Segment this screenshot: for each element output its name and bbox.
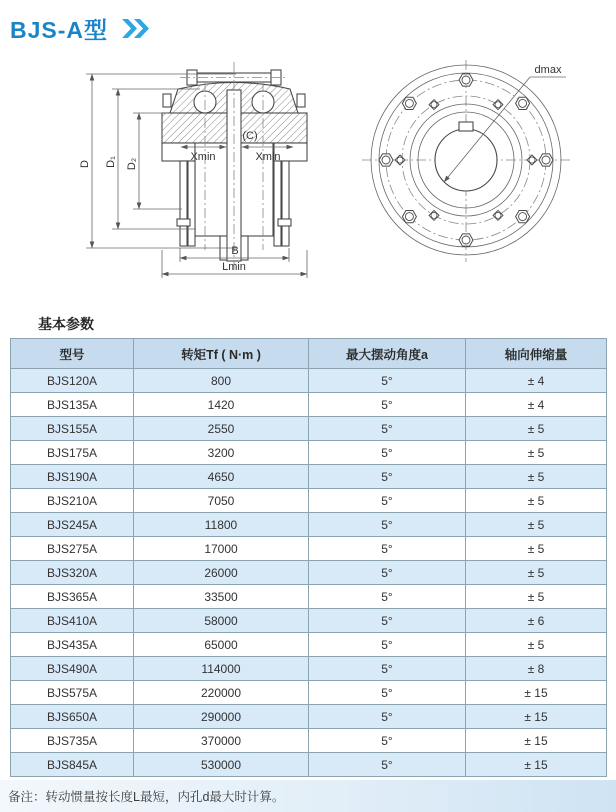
- table-cell: BJS650A: [11, 705, 134, 729]
- table-cell: 530000: [134, 753, 309, 777]
- table-cell: 5°: [309, 585, 466, 609]
- table-cell: ± 5: [466, 489, 607, 513]
- table-cell: 5°: [309, 417, 466, 441]
- table-row: [11, 513, 607, 537]
- table-cell: ± 4: [466, 393, 607, 417]
- table-cell: 5°: [309, 441, 466, 465]
- page-title: BJS-A型: [10, 17, 109, 43]
- table-cell: 5°: [309, 609, 466, 633]
- table-cell: ± 15: [466, 753, 607, 777]
- dim-label-dmax: dmax: [534, 64, 562, 76]
- table-cell: 220000: [134, 681, 309, 705]
- table-cell: 5°: [309, 393, 466, 417]
- table-cell: 5°: [309, 537, 466, 561]
- table-cell: 800: [134, 369, 309, 393]
- table-cell: 114000: [134, 657, 309, 681]
- table-cell: BJS575A: [11, 681, 134, 705]
- table-cell: ± 15: [466, 705, 607, 729]
- table-cell: BJS435A: [11, 633, 134, 657]
- table-cell: BJS365A: [11, 585, 134, 609]
- table-row: [11, 609, 607, 633]
- dim-label-d: D: [79, 160, 91, 168]
- dim-label-lmin: Lmin: [222, 261, 246, 273]
- table-cell: ± 5: [466, 417, 607, 441]
- table-cell: 5°: [309, 681, 466, 705]
- table-cell: 5°: [309, 753, 466, 777]
- table-cell: 5°: [309, 657, 466, 681]
- table-row: [11, 369, 607, 393]
- table-row: [11, 417, 607, 441]
- footnote: 备注：转动惯量按长度L最短，内孔d最大时计算。: [8, 790, 285, 804]
- table-cell: BJS210A: [11, 489, 134, 513]
- table-cell: BJS735A: [11, 729, 134, 753]
- table-cell: 5°: [309, 705, 466, 729]
- table-cell: 26000: [134, 561, 309, 585]
- table-cell: ± 5: [466, 465, 607, 489]
- table-row: [11, 657, 607, 681]
- dim-label-c: (C): [242, 130, 258, 142]
- table-cell: BJS410A: [11, 609, 134, 633]
- table-cell: 1420: [134, 393, 309, 417]
- dim-label-d2: D₂: [126, 157, 138, 171]
- table-cell: 7050: [134, 489, 309, 513]
- table-cell: 290000: [134, 705, 309, 729]
- table-row: [11, 705, 607, 729]
- table-row: [11, 441, 607, 465]
- table-cell: 2550: [134, 417, 309, 441]
- table-row: [11, 729, 607, 753]
- dim-label-d1: D₁: [105, 156, 117, 168]
- section-heading: 基本参数: [38, 316, 94, 332]
- table-cell: ± 6: [466, 609, 607, 633]
- table-cell: ± 5: [466, 441, 607, 465]
- table-cell: ± 5: [466, 585, 607, 609]
- table-header-row: [11, 339, 607, 369]
- dim-label-xmin-right: Xmin: [255, 151, 281, 163]
- table-cell: ± 4: [466, 369, 607, 393]
- table-cell: ± 15: [466, 729, 607, 753]
- table-cell: BJS245A: [11, 513, 134, 537]
- column-header-torque: 转矩Tf ( N·m ): [134, 339, 309, 369]
- table-cell: 3200: [134, 441, 309, 465]
- dim-label-b: B: [231, 245, 239, 257]
- table-cell: 5°: [309, 633, 466, 657]
- table-cell: 5°: [309, 729, 466, 753]
- table-cell: ± 5: [466, 537, 607, 561]
- technical-drawing: [0, 52, 616, 304]
- page-header: [10, 12, 151, 45]
- table-cell: ± 5: [466, 561, 607, 585]
- table-cell: BJS490A: [11, 657, 134, 681]
- table-row: [11, 537, 607, 561]
- table-cell: ± 5: [466, 633, 607, 657]
- table-cell: 5°: [309, 489, 466, 513]
- table-cell: BJS275A: [11, 537, 134, 561]
- table-cell: ± 15: [466, 681, 607, 705]
- dim-label-xmin-left: Xmin: [190, 151, 216, 163]
- table-cell: BJS320A: [11, 561, 134, 585]
- parameters-table: [10, 338, 607, 777]
- table-row: [11, 681, 607, 705]
- table-row: [11, 633, 607, 657]
- table-cell: 11800: [134, 513, 309, 537]
- table-cell: BJS845A: [11, 753, 134, 777]
- table-cell: ± 5: [466, 513, 607, 537]
- table-cell: BJS175A: [11, 441, 134, 465]
- table-cell: 370000: [134, 729, 309, 753]
- table-cell: 4650: [134, 465, 309, 489]
- table-cell: 33500: [134, 585, 309, 609]
- table-row: [11, 585, 607, 609]
- column-header-angle: 最大摆动角度a: [309, 339, 466, 369]
- column-header-axial: 轴向伸缩量: [466, 339, 607, 369]
- table-cell: 5°: [309, 561, 466, 585]
- table-row: [11, 489, 607, 513]
- column-header-model: 型号: [11, 339, 134, 369]
- table-row: [11, 465, 607, 489]
- table-row: [11, 561, 607, 585]
- table-cell: ± 8: [466, 657, 607, 681]
- table-cell: 65000: [134, 633, 309, 657]
- table-cell: BJS135A: [11, 393, 134, 417]
- table-cell: BJS155A: [11, 417, 134, 441]
- table-cell: 5°: [309, 369, 466, 393]
- table-row: [11, 753, 607, 777]
- table-cell: BJS120A: [11, 369, 134, 393]
- table-cell: 58000: [134, 609, 309, 633]
- table-cell: 17000: [134, 537, 309, 561]
- table-cell: BJS190A: [11, 465, 134, 489]
- table-cell: 5°: [309, 513, 466, 537]
- double-chevron-icon: [121, 19, 151, 38]
- table-row: [11, 393, 607, 417]
- table-cell: 5°: [309, 465, 466, 489]
